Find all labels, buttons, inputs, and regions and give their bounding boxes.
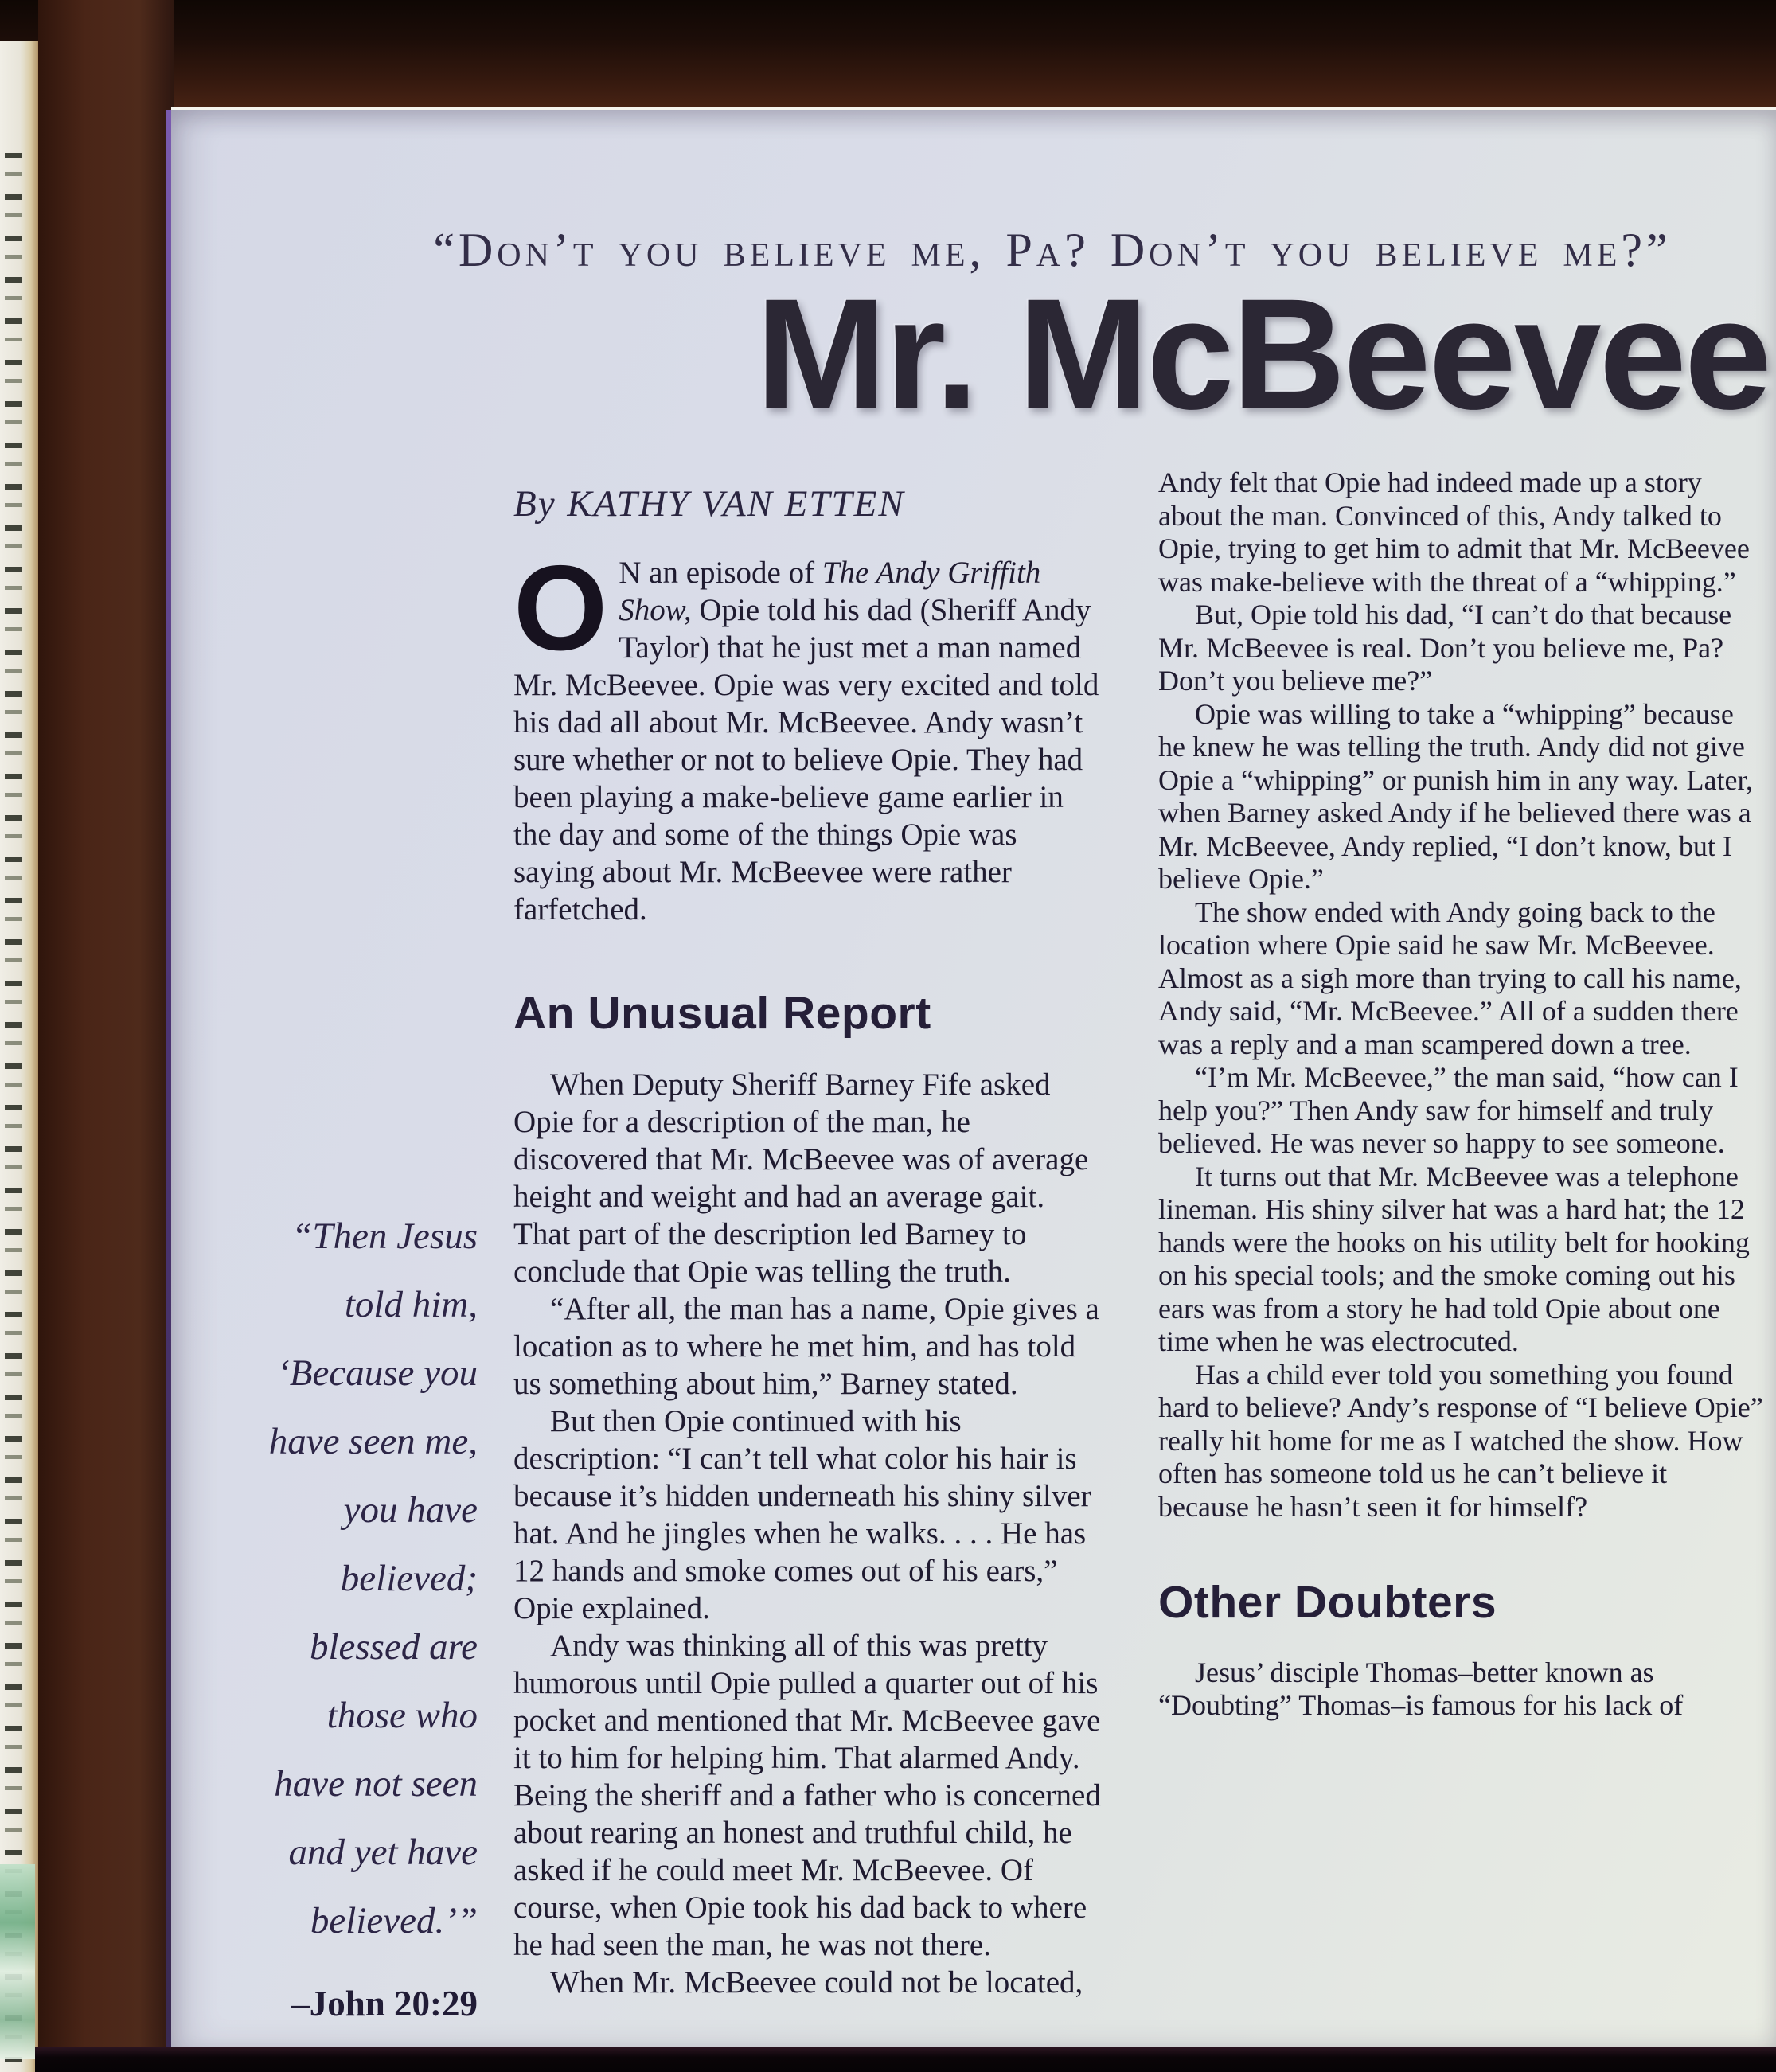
kicker-quote: “Don’t you believe me, Pa? Don’t you believe me?” <box>433 224 1672 276</box>
section-heading: An Unusual Report <box>513 988 931 1039</box>
body-paragraph: Andy felt that Opie had indeed made up a story about the man. Convinced of this, Andy talked to Opie, trying to get him to admit that Mr. McBeevee was make-believe with the threat of a “whipping.” <box>1158 466 1750 598</box>
page-edge-green-patch <box>0 1864 35 2059</box>
book-cover-top-border <box>0 0 1776 111</box>
body-paragraph: The show ended with Andy going back to the location where Opie said he saw Mr. McBeevee. Almost as a sigh more than trying to call his name, Andy said, “Mr. McBeevee.” All of a sudden there was a reply and a man scampered down a tree. <box>1158 896 1742 1060</box>
pull-quote-attribution: –John 20:29 <box>291 1984 478 2023</box>
body-paragraph: Has a child ever told you something you found hard to believe? Andy’s response of “I believe Opie” really hit home for me as I watched the show. How often has someone told us he can’t believe it because he hasn’t seen it for himself? <box>1158 1358 1763 1523</box>
pull-quote-line: ‘Because you <box>277 1352 478 1394</box>
pull-quote-line: those who <box>326 1695 478 1736</box>
pull-quote-line: “Then Jesus <box>291 1215 478 1257</box>
body-paragraph: But, Opie told his dad, “I can’t do that because Mr. McBeevee is real. Don’t you believe me, Pa? Don’t you believe me?” <box>1158 599 1732 697</box>
magazine-page <box>171 107 1776 2049</box>
pull-quote-line: blessed are <box>309 1626 478 1668</box>
pull-quote-line: believed.’” <box>310 1900 478 1941</box>
body-paragraph: “After all, the man has a name, Opie gives a location as to where he met him, and has told us something about him,” Barney stated. <box>513 1291 1099 1401</box>
body-paragraph: O N an episode of The Andy Griffith Show, Opie told his dad (Sheriff Andy Taylor) that he just met a man named Mr. McBeevee. Opie was very excited and told his dad all about Mr. McBeevee. Andy wasn’t sure whether or not to believe Opie. They had been playing a make-believe game earlier in the day and some of the things Opie was saying about Mr. McBeevee were rather farfetched. <box>513 540 1099 927</box>
section-heading: Other Doubters <box>1158 1577 1497 1628</box>
body-paragraph: Andy was thinking all of this was pretty humorous until Opie pulled a quarter out of his pocket and mentioned that Mr. McBeevee gave it to him for helping him. That alarmed Andy. Being the sheriff and a father who is concerned about rearing an honest and truthful child, he asked if he could meet Mr. McBeevee. Of course, when Opie took his dad back to where he had seen the man, he was not there. <box>513 1628 1101 1962</box>
body-paragraph: Opie was willing to take a “whipping” because he knew he was telling the truth. Andy did not give Opie a “whipping” or punish him in any way. Later, when Barney asked Andy if he believed there was a Mr. McBeevee, Andy replied, “I don’t know, but I believe Opie.” <box>1158 697 1754 895</box>
book-cover-left-border <box>38 0 174 2072</box>
pull-quote-line: and yet have <box>288 1832 478 1873</box>
body-paragraph: But then Opie continued with his description: “I can’t tell what color his hair is because it’s hidden underneath his shiny silver hat. And he jingles when he walks. . . . He has 12 hands and smoke comes out of his ears,” Opie explained. <box>513 1403 1091 1625</box>
pull-quote-line: have not seen <box>274 1763 478 1805</box>
article-column-middle <box>513 540 1103 2001</box>
body-paragraph: When Mr. McBeevee could not be located, <box>550 1965 1083 2000</box>
pull-quote <box>199 1202 478 2038</box>
pull-quote-line: you have <box>343 1489 478 1531</box>
article-title: Mr. McBeevee <box>755 266 1770 442</box>
pull-quote-line: believed; <box>340 1558 478 1599</box>
pull-quote-line: told him, <box>344 1284 478 1325</box>
body-paragraph: Jesus’ disciple Thomas–better known as “Doubting” Thomas–is famous for his lack of <box>1158 1656 1684 1722</box>
pull-quote-line: have seen me, <box>268 1421 478 1462</box>
body-paragraph: When Deputy Sheriff Barney Fife asked Opie for a description of the man, he discovered that Mr. McBeevee was of average height and weight and had an average gait. That part of the description led Barney to conclude that Opie was telling the truth. <box>513 1067 1089 1289</box>
byline: By KATHY VAN ETTEN <box>513 483 905 525</box>
body-paragraph: “I’m Mr. McBeevee,” the man said, “how can I help you?” Then Andy saw for himself and truly believed. He was never so happy to see someone. <box>1158 1061 1739 1159</box>
page-edge-print-marks <box>5 153 22 2072</box>
page-edge-strip <box>0 41 38 2072</box>
drop-cap: O <box>513 540 608 676</box>
body-paragraph: It turns out that Mr. McBeevee was a telephone lineman. His shiny silver hat was a hard hat; the 12 hands were the hooks on his utility belt for hooking on his special tools; and the smoke coming out his ears was from a story he had told Opie about one time when he was electrocuted. <box>1158 1160 1750 1357</box>
book-cover-bottom-border <box>35 2047 1776 2072</box>
pull-quote-lines <box>199 1202 478 1955</box>
article-column-right <box>1158 466 1765 1723</box>
